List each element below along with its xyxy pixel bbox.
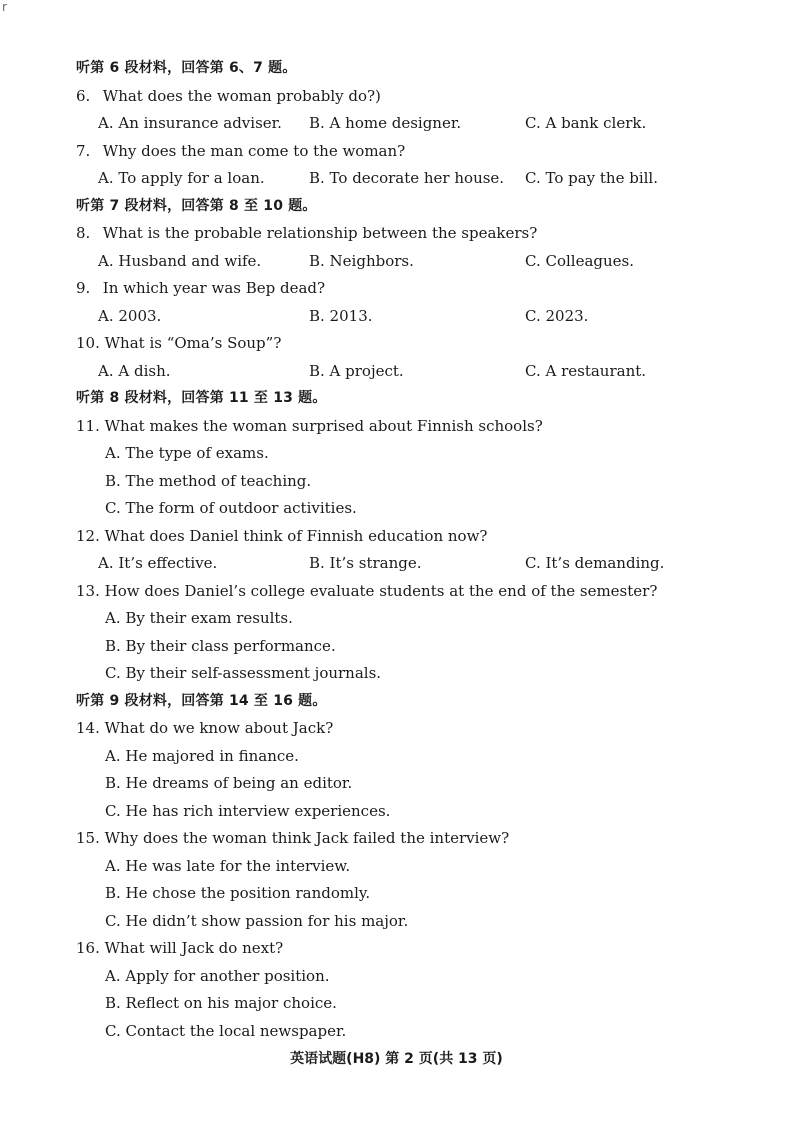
question-text: Why does the woman think Jack failed the interview? (104, 829, 510, 847)
options-9 (76, 303, 716, 331)
option-a: A. Husband and wife. (98, 251, 262, 270)
question-13 (76, 578, 716, 606)
question-text: What will Jack do next? (104, 939, 284, 957)
question-number: 6. (76, 86, 91, 105)
option-b: B. It’s strange. (309, 554, 422, 572)
question-number: 14. (76, 719, 100, 737)
question-text: What does Daniel think of Finnish education now? (104, 526, 488, 545)
question-text: What is the probable relationship between the speakers? (102, 224, 538, 242)
question-text: How does Daniel’s college evaluate students at the end of the semester? (104, 581, 658, 600)
question-number: 13. (76, 581, 100, 600)
section-heading-8: 听第 8 段材料，回答第 11 至 13 题。 (76, 390, 327, 406)
option-c: C. 2023. (525, 306, 589, 325)
option-14-a: A. He majored in finance. (105, 746, 299, 765)
option-11-c: C. The form of outdoor activities. (105, 499, 357, 517)
question-9 (76, 275, 716, 303)
option-a: A. An insurance adviser. (98, 114, 282, 132)
option-15-c: C. He didn’t show passion for his major. (105, 911, 409, 930)
question-11 (76, 413, 716, 441)
option-b: B. Neighbors. (309, 251, 414, 270)
question-16 (76, 935, 716, 963)
question-list (76, 55, 716, 1045)
option-13-a: A. By their exam results. (105, 609, 293, 627)
option-c: C. Colleagues. (525, 251, 635, 270)
option-a: A. To apply for a loan. (98, 169, 265, 187)
question-number: 7. (76, 141, 91, 160)
section-heading-7: 听第 7 段材料，回答第 8 至 10 题。 (76, 197, 317, 214)
corner-mark: r (2, 0, 7, 14)
option-16-a: A. Apply for another position. (105, 966, 330, 985)
question-6 (76, 83, 716, 111)
option-14-b: B. He dreams of being an editor. (105, 774, 353, 792)
option-16-b: B. Reflect on his major choice. (105, 994, 337, 1012)
option-c: C. It’s demanding. (525, 554, 665, 572)
question-number: 12. (76, 526, 100, 545)
option-b: B. A project. (309, 361, 404, 380)
question-text: What does the woman probably do?) (102, 86, 381, 105)
question-8 (76, 220, 716, 248)
option-14-c: C. He has rich interview experiences. (105, 801, 391, 820)
option-c: C. A bank clerk. (525, 114, 647, 132)
option-b: B. To decorate her house. (309, 169, 505, 187)
option-a: A. A dish. (98, 361, 171, 380)
option-16-c: C. Contact the local newspaper. (105, 1021, 347, 1040)
options-12 (76, 550, 716, 578)
options-8 (76, 248, 716, 276)
question-number: 8. (76, 224, 91, 242)
option-a: A. 2003. (98, 306, 162, 325)
question-14 (76, 715, 716, 743)
option-b: B. 2013. (309, 306, 373, 325)
question-text: Why does the man come to the woman? (102, 141, 406, 160)
page-footer: 英语试题(H8) 第 2 页(共 13 页) (290, 1051, 503, 1067)
question-number: 11. (76, 416, 100, 435)
question-text: What makes the woman surprised about Finnish schools? (104, 416, 543, 435)
option-a: A. It’s effective. (98, 554, 218, 572)
options-10 (76, 358, 716, 386)
section-heading-6: 听第 6 段材料，回答第 6、7 题。 (76, 60, 297, 76)
question-12 (76, 523, 716, 551)
option-13-b: B. By their class performance. (105, 636, 336, 655)
question-number: 16. (76, 939, 100, 957)
option-11-b: B. The method of teaching. (105, 471, 312, 490)
question-text: In which year was Bep dead? (102, 279, 326, 297)
option-b: B. A home designer. (309, 114, 462, 132)
question-text: What is “Oma’s Soup”? (104, 334, 282, 352)
question-number: 9. (76, 279, 91, 297)
question-number: 15. (76, 829, 100, 847)
question-10 (76, 330, 716, 358)
option-15-b: B. He chose the position randomly. (105, 884, 371, 902)
option-c: C. To pay the bill. (525, 169, 659, 187)
question-15 (76, 825, 716, 853)
section-heading-9: 听第 9 段材料，回答第 14 至 16 题。 (76, 692, 327, 709)
question-number: 10. (76, 334, 100, 352)
question-text: What do we know about Jack? (104, 719, 334, 737)
option-11-a: A. The type of exams. (105, 444, 269, 462)
question-7 (76, 138, 716, 166)
option-c: C. A restaurant. (525, 361, 647, 380)
option-13-c: C. By their self-assessment journals. (105, 664, 382, 682)
option-15-a: A. He was late for the interview. (105, 856, 351, 875)
options-6 (76, 110, 716, 138)
options-7 (76, 165, 716, 193)
